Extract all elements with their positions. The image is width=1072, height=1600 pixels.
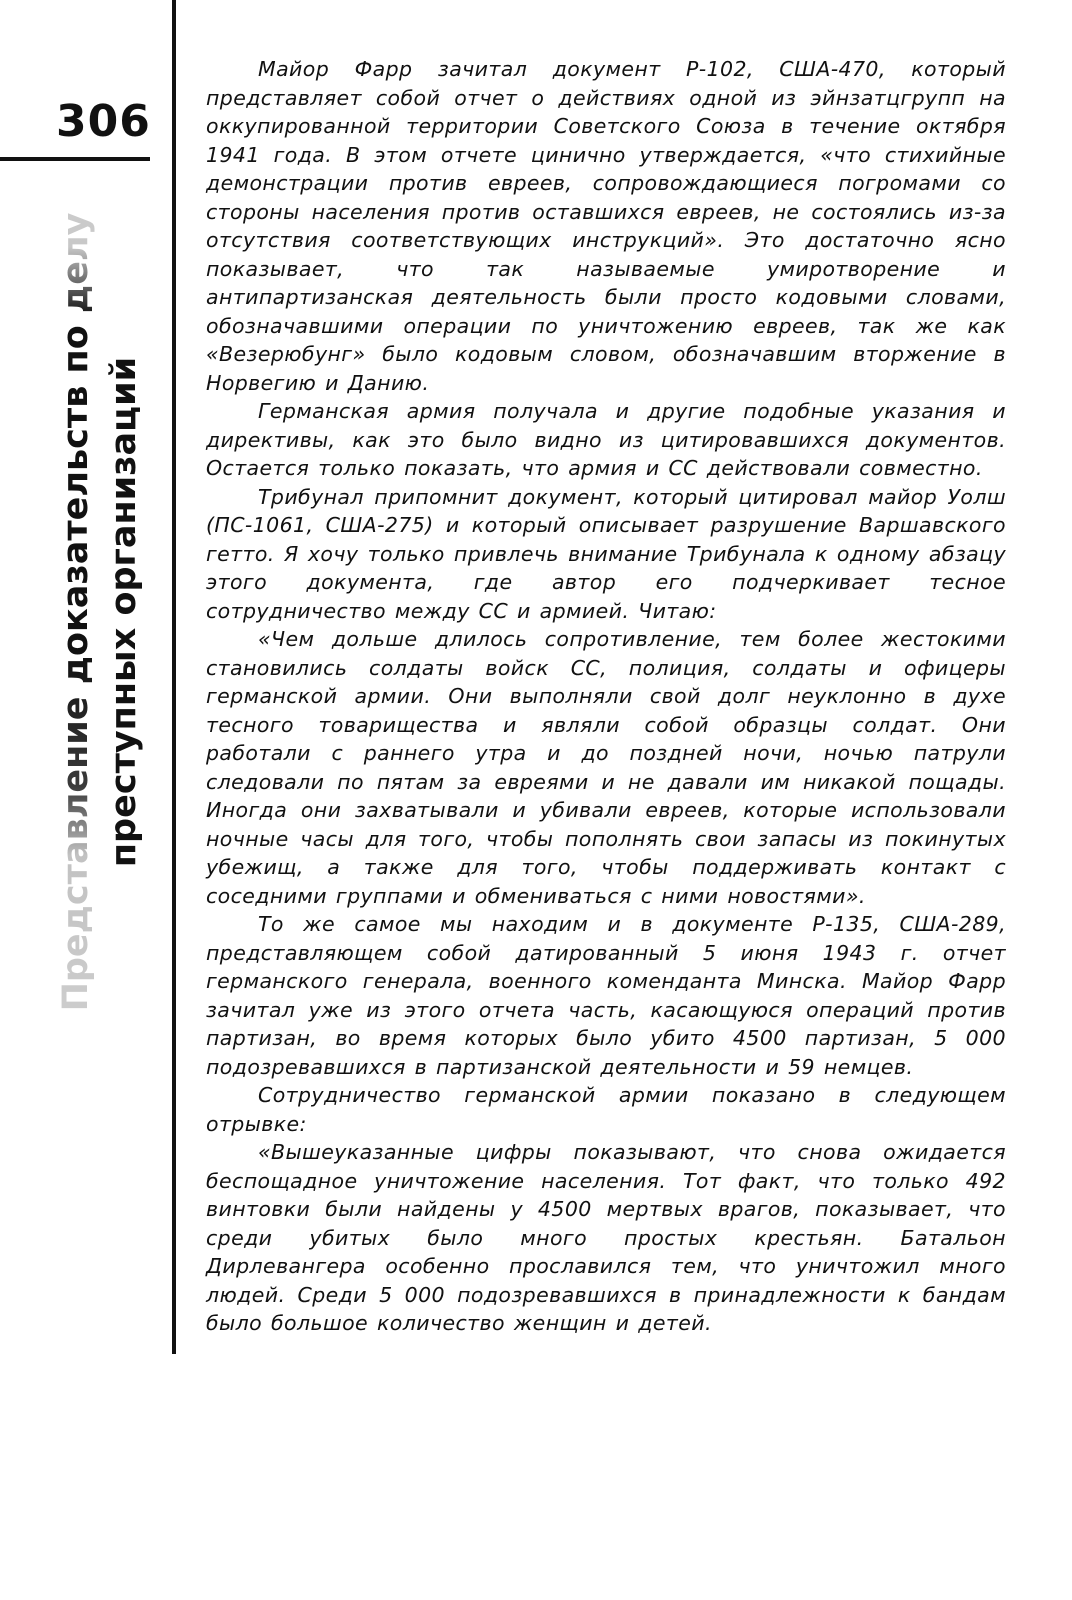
- page-number: 306: [56, 96, 151, 147]
- page-number-rule: [0, 157, 150, 161]
- paragraph-5: Сотрудничество германской армии показано в следующем отрывке:: [206, 1083, 1006, 1136]
- running-title-line2: преступных организаций: [104, 356, 144, 868]
- paragraph-1: Майор Фарр зачитал документ Р-102, США-470, который представляет собой отчет о действиях одной из эйнзатцгрупп на оккупированной территории Советского Союза в течение октября 1941 года. В этом отчете цинично утверждается, «что стихийные демонстрации против евреев, сопровождающиеся погромами со стороны населения против оставшихся евреев, не состоялись из-за отсутствия соответствующих инструкций». Это достаточно ясно показывает, что так называемые умиротворение и антипартизанская деятельность были просто кодовыми словами, обозначавшими операции по уничтожению евреев, так же как «Везерюбунг» было кодовым словом, обозначавшим вторжение в Норвегию и Данию.: [206, 57, 1006, 395]
- running-title-line1: Представление доказательств по делу: [52, 177, 100, 1047]
- quote-paragraph-2: «Вышеуказанные цифры показывают, что снова ожидается беспощадное уничтожение населения. Тот факт, что только 492 винтовки были найдены у 4500 мертвых врагов, показывает, что среди убитых было много простых крестьян. Батальон Дирлевангера особенно прославился тем, что уничтожил много людей. Среди 5 000 подозревавшихся в принадлежности к бандам было большое количество женщин и детей.: [206, 1140, 1006, 1335]
- quote-paragraph-1: «Чем дольше длилось сопротивление, тем более жестокими становились солдаты войск СС, полиция, солдаты и офицеры германской армии. Они выполняли свой долг неуклонно в духе тесного товарищества и являли собой образцы солдат. Они работали с раннего утра и до поздней ночи, ночью патрули следовали по пятам за евреями и не давали им никакой пощады. Иногда они захватывали и убивали евреев, которые использовали ночные часы для того, чтобы пополнять свои запасы из покинутых убежищ, а также для того, чтобы поддерживать контакт с соседними группами и обмениваться с ними новостями».: [206, 627, 1006, 908]
- paragraph-4: То же самое мы находим и в документе Р-135, США-289, представляющем собой датированный 5 июня 1943 г. отчет германского генерала, военного коменданта Минска. Майор Фарр зачитал уже из этого отчета часть, касающуюся операций против партизан, во время которых было убито 4500 партизан, 5 000 подозревавшихся в партизанской деятельности и 59 немцев.: [206, 912, 1006, 1079]
- body-text: [206, 55, 1006, 1338]
- paragraph-3: Трибунал припомнит документ, который цитировал майор Уолш (ПС-1061, США-275) и который описывает разрушение Варшавского гетто. Я хочу только привлечь внимание Трибунала к одному абзацу этого документа, где автор его подчеркивает тесное сотрудничество между СС и армией. Читаю:: [206, 484, 1006, 623]
- paragraph-2: Германская армия получала и другие подобные указания и директивы, как это было видно из цитировавшихся документов. Остается только показать, что армия и СС действовали совместно.: [206, 399, 1006, 480]
- running-title-rotated: [52, 177, 148, 1047]
- margin-vertical-rule: [172, 0, 176, 1354]
